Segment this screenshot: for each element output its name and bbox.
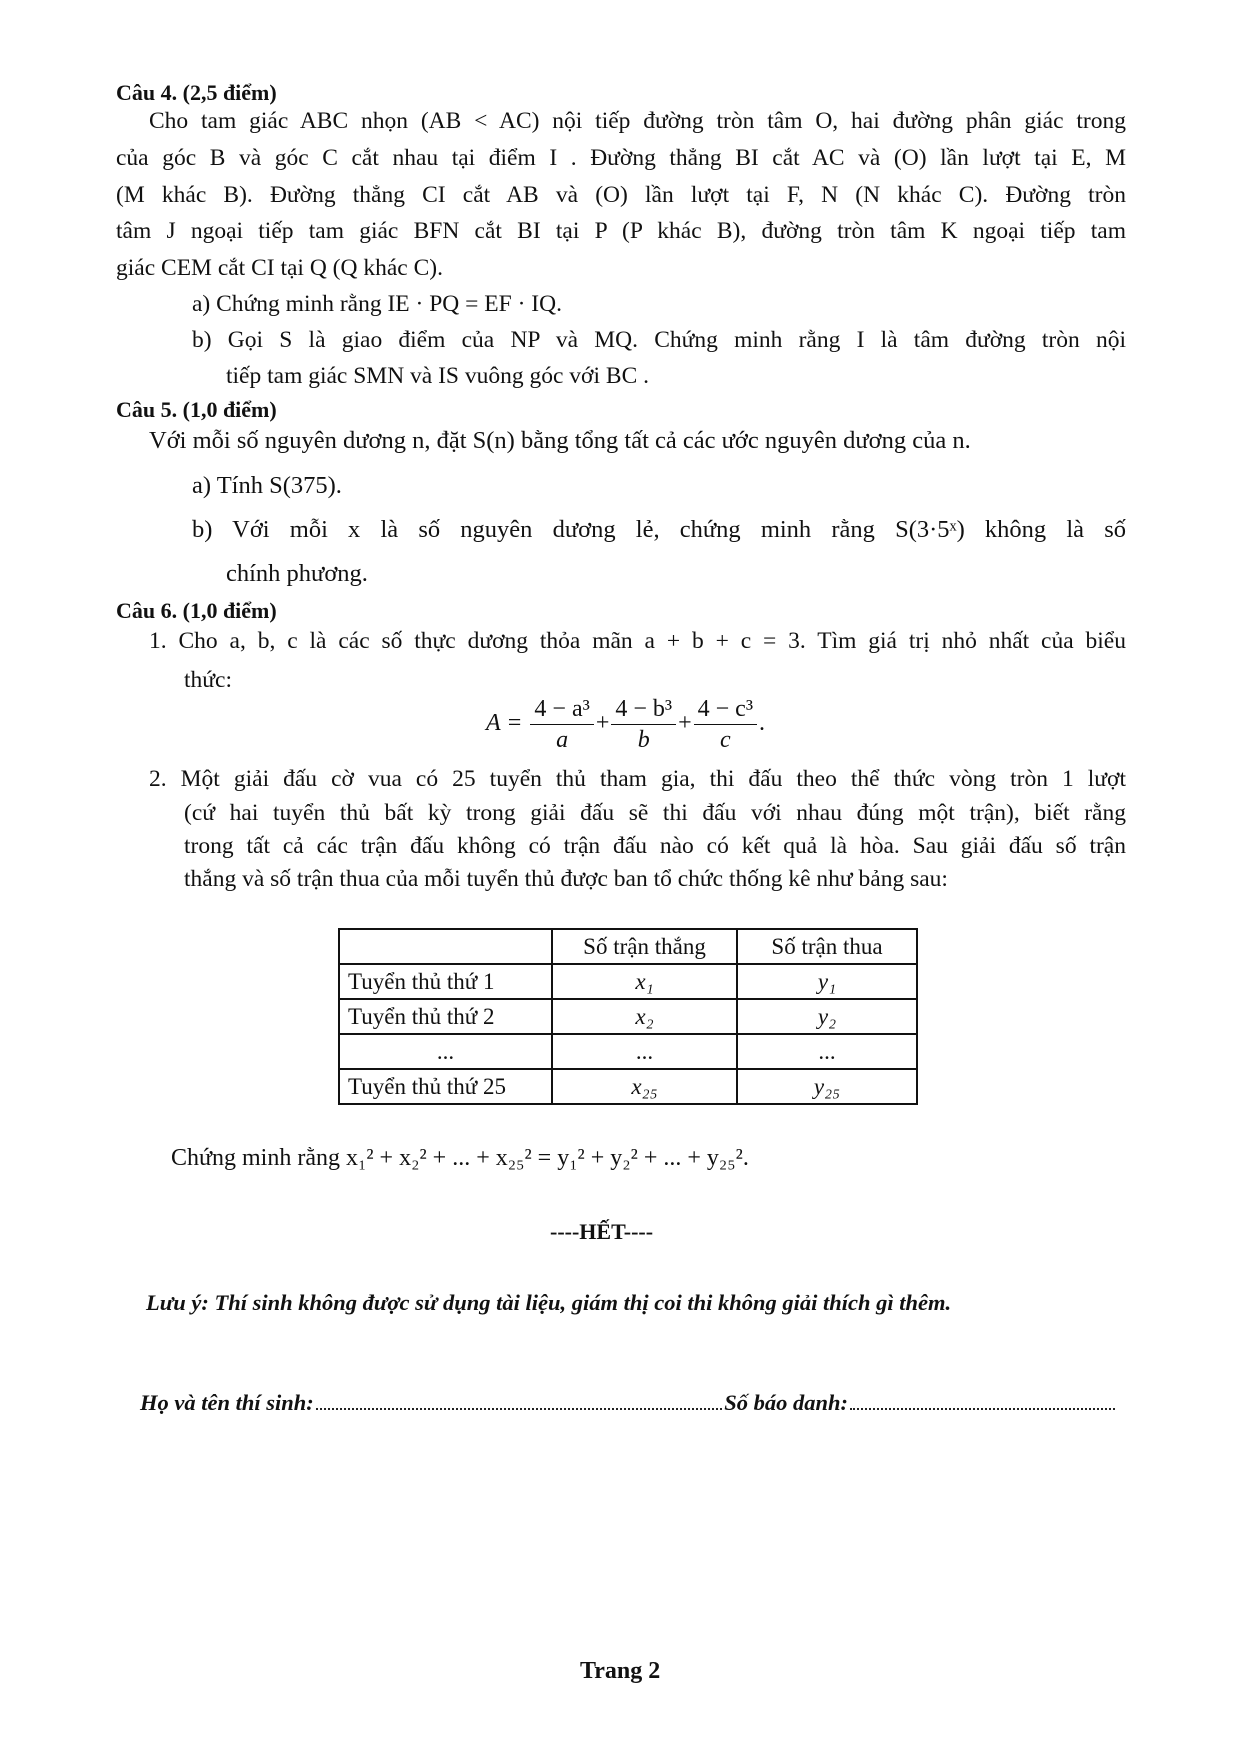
q5-intro: Với mỗi số nguyên dương n, đặt S(n) bằng tổng tất cả các ước nguyên dương của n. [149,427,971,454]
q5-part-b-line-2: chính phương. [226,560,368,587]
candidate-name-label: Họ và tên thí sinh: [140,1390,314,1415]
prove-statement: Chứng minh rằng x₁² + x₂² + ... + x₂₅² = y₁² + y₂² + ... + y₂₅². [171,1145,749,1171]
table-header-cell [339,929,552,964]
table-cell: Tuyển thủ thứ 25 [339,1069,552,1104]
exam-note: Lưu ý: Thí sinh không được sử dụng tài liệu, giám thị coi thi không giải thích gì thêm. [146,1290,952,1315]
formula-num-3: 4 − c³ [694,694,757,725]
q5-part-b-line-1: b) Với mỗi x là số nguyên dương lẻ, chứng minh rằng S(3·5ˣ) không là số [192,516,1126,543]
table-cell: x₂₅ [552,1069,737,1104]
q6-p2-line-3: trong tất cả các trận đấu không có trận đấu nào có kết quả là hòa. Sau giải đấu số trận [184,833,1126,859]
q4-line-3: (M khác B). Đường thẳng CI cắt AB và (O) lần lượt tại F, N (N khác C). Đường tròn [116,182,1126,208]
q6-p2-line-4: thắng và số trận thua của mỗi tuyển thủ được ban tổ chức thống kê như bảng sau: [184,866,948,892]
q4-line-5: giác CEM cắt CI tại Q (Q khác C). [116,255,443,281]
q4-line-1: Cho tam giác ABC nhọn (AB < AC) nội tiếp đường tròn tâm O, hai đường phân giác trong [149,108,1126,134]
table-cell: Tuyển thủ thứ 2 [339,999,552,1034]
table-row [339,999,917,1034]
q6-p2-line-1: 2. Một giải đấu cờ vua có 25 tuyển thủ tham gia, thi đấu theo thể thức vòng tròn 1 lượt [149,766,1126,792]
formula-term-2 [611,694,676,755]
formula-den-1: a [556,727,569,753]
q5-part-a: a) Tính S(375). [192,472,342,499]
q4-heading: Câu 4. (2,5 điểm) [116,80,277,105]
formula-num-2: 4 − b³ [611,694,676,725]
candidate-number-blank [850,1407,1115,1410]
formula-end: . [759,710,766,737]
table-cell: ... [552,1034,737,1069]
q5-heading: Câu 5. (1,0 điểm) [116,397,277,422]
table-cell: ... [339,1034,552,1069]
end-mark: ----HẾT---- [550,1219,654,1244]
formula-plus-1: + [595,710,610,737]
candidate-info-line [140,1390,1115,1416]
table-row [339,964,917,999]
q4-line-4: tâm J ngoại tiếp tam giác BFN cắt BI tại P (P khác B), đường tròn tâm K ngoại tiếp tam [116,218,1126,244]
formula-term-1 [530,694,593,755]
table-cell: y₂ [737,999,917,1034]
formula-den-2: b [637,727,650,753]
q4-part-a: a) Chứng minh rằng IE · PQ = EF · IQ. [192,291,562,317]
stats-table [338,928,918,1105]
table-cell: ... [737,1034,917,1069]
table-header-cell: Số trận thua [737,929,917,964]
q6-heading: Câu 6. (1,0 điểm) [116,598,277,623]
formula-lhs: A = [486,710,523,737]
q6-p1-line-1: 1. Cho a, b, c là các số thực dương thỏa mãn a + b + c = 3. Tìm giá trị nhỏ nhất của biểu [149,628,1126,654]
q4-part-b-line-2: tiếp tam giác SMN và IS vuông góc với BC . [226,363,649,389]
table-cell: Tuyển thủ thứ 1 [339,964,552,999]
table-cell: x₂ [552,999,737,1034]
q6-p2-line-2: (cứ hai tuyển thủ bất kỳ trong giải đấu sẽ thi đấu với nhau đúng một trận), biết rằng [184,800,1126,826]
table-cell: y₁ [737,964,917,999]
q4-part-b-line-1: b) Gọi S là giao điểm của NP và MQ. Chứng minh rằng I là tâm đường tròn nội [192,327,1126,353]
formula-term-3 [694,694,757,755]
q6-p1-line-2: thức: [184,667,232,693]
table-row [339,1069,917,1104]
page-footer: Trang 2 [580,1658,661,1684]
table-header-row [339,929,917,964]
formula-num-1: 4 − a³ [530,694,593,725]
formula-den-3: c [720,727,731,753]
q4-line-2: của góc B và góc C cắt nhau tại điểm I . Đường thẳng BI cắt AC và (O) lần lượt tại E, M [116,145,1126,171]
table-cell: x₁ [552,964,737,999]
candidate-name-blank [316,1407,722,1410]
table-row [339,1034,917,1069]
table-cell: y₂₅ [737,1069,917,1104]
table-header-cell: Số trận thắng [552,929,737,964]
formula-plus-2: + [678,710,692,737]
candidate-number-label: Số báo danh: [724,1390,848,1415]
formula-A [486,694,765,755]
